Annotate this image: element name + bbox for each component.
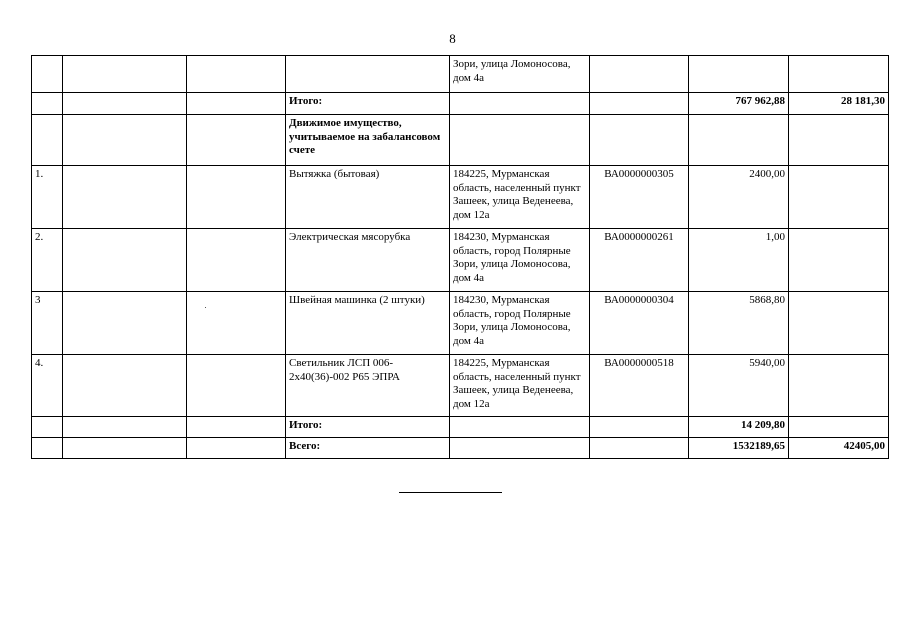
- cell-empty: [187, 229, 286, 292]
- inventory-code: ВА0000000261: [590, 229, 689, 292]
- page-number: 8: [449, 31, 456, 46]
- item-address: 184225, Мурманская область, населенный пункт Зашеек, улица Веденеева, дом 12а: [450, 166, 590, 229]
- cell-address: [450, 93, 590, 115]
- cell-empty: [63, 438, 187, 459]
- cell-empty: [187, 438, 286, 459]
- subtotal-label: Итого:: [286, 93, 450, 115]
- cell-empty: [63, 115, 187, 166]
- cell-value-1: [689, 115, 789, 166]
- cell-code: [590, 93, 689, 115]
- cell-empty: [63, 166, 187, 229]
- table-row-section-heading: [32, 115, 889, 166]
- item-value: 2400,00: [689, 166, 789, 229]
- cell-empty: [63, 93, 187, 115]
- property-table: [31, 55, 889, 459]
- table-row-continuation: [32, 56, 889, 93]
- cell-empty: [63, 417, 187, 438]
- row-number: 1.: [32, 166, 63, 229]
- cell-empty: [63, 355, 187, 417]
- cell-num: [32, 438, 63, 459]
- scan-speck: [205, 307, 206, 308]
- cell-value-2: [789, 115, 889, 166]
- item-name: Электрическая мясорубка: [286, 229, 450, 292]
- item-value: 1,00: [689, 229, 789, 292]
- cell-empty: [63, 292, 187, 355]
- cell-empty: [63, 56, 187, 93]
- cell-value-2: [789, 229, 889, 292]
- item-value: 5868,80: [689, 292, 789, 355]
- cell-value-2: [789, 417, 889, 438]
- subtotal-label: Итого:: [286, 417, 450, 438]
- end-separator-line: [399, 492, 502, 493]
- cell-value-2: [789, 166, 889, 229]
- cell-address: [450, 438, 590, 459]
- inventory-code: ВА0000000305: [590, 166, 689, 229]
- cell-empty: [187, 115, 286, 166]
- item-address: 184225, Мурманская область, населенный пункт Зашеек, улица Веденеева, дом 12а: [450, 355, 590, 417]
- cell-name: [286, 56, 450, 93]
- cell-empty: [187, 56, 286, 93]
- grand-total-value-1: 1532189,65: [689, 438, 789, 459]
- cell-num: [32, 93, 63, 115]
- table-row: [32, 229, 889, 292]
- cell-code: [590, 417, 689, 438]
- cell-value-2: [789, 56, 889, 93]
- grand-total-label: Всего:: [286, 438, 450, 459]
- cell-empty: [187, 93, 286, 115]
- subtotal-value-1: 14 209,80: [689, 417, 789, 438]
- cell-num: [32, 417, 63, 438]
- row-number: 2.: [32, 229, 63, 292]
- cell-code: [590, 115, 689, 166]
- cell-code: [590, 438, 689, 459]
- cell-code: [590, 56, 689, 93]
- grand-total-value-2: 42405,00: [789, 438, 889, 459]
- cell-value-1: [689, 56, 789, 93]
- cell-num: [32, 115, 63, 166]
- table-row: [32, 166, 889, 229]
- table-row: [32, 292, 889, 355]
- cell-empty: [63, 229, 187, 292]
- item-address: 184230, Мурманская область, город Полярные Зори, улица Ломоносова, дом 4а: [450, 229, 590, 292]
- inventory-code: ВА0000000304: [590, 292, 689, 355]
- cell-empty: [187, 355, 286, 417]
- item-name: Вытяжка (бытовая): [286, 166, 450, 229]
- inventory-code: ВА0000000518: [590, 355, 689, 417]
- cell-value-2: [789, 292, 889, 355]
- item-address: 184230, Мурманская область, город Полярные Зори, улица Ломоносова, дом 4а: [450, 292, 590, 355]
- section-heading: Движимое имущество, учитываемое на забалансовом счете: [286, 115, 450, 166]
- subtotal-value-2: 28 181,30: [789, 93, 889, 115]
- subtotal-value-1: 767 962,88: [689, 93, 789, 115]
- cell-address: Зори, улица Ломоносова, дом 4а: [450, 56, 590, 93]
- cell-address: [450, 115, 590, 166]
- row-number: 4.: [32, 355, 63, 417]
- cell-address: [450, 417, 590, 438]
- cell-value-2: [789, 355, 889, 417]
- item-name: Швейная машинка (2 штуки): [286, 292, 450, 355]
- table-row-subtotal: [32, 93, 889, 115]
- cell-empty: [187, 417, 286, 438]
- item-name: Светильник ЛСП 006-2х40(36)-002 Р65 ЭПРА: [286, 355, 450, 417]
- cell-empty: [187, 292, 286, 355]
- table-row-grand-total: [32, 438, 889, 459]
- cell-num: [32, 56, 63, 93]
- cell-empty: [187, 166, 286, 229]
- table-row: [32, 355, 889, 417]
- item-value: 5940,00: [689, 355, 789, 417]
- table-row-subtotal: [32, 417, 889, 438]
- row-number: 3: [32, 292, 63, 355]
